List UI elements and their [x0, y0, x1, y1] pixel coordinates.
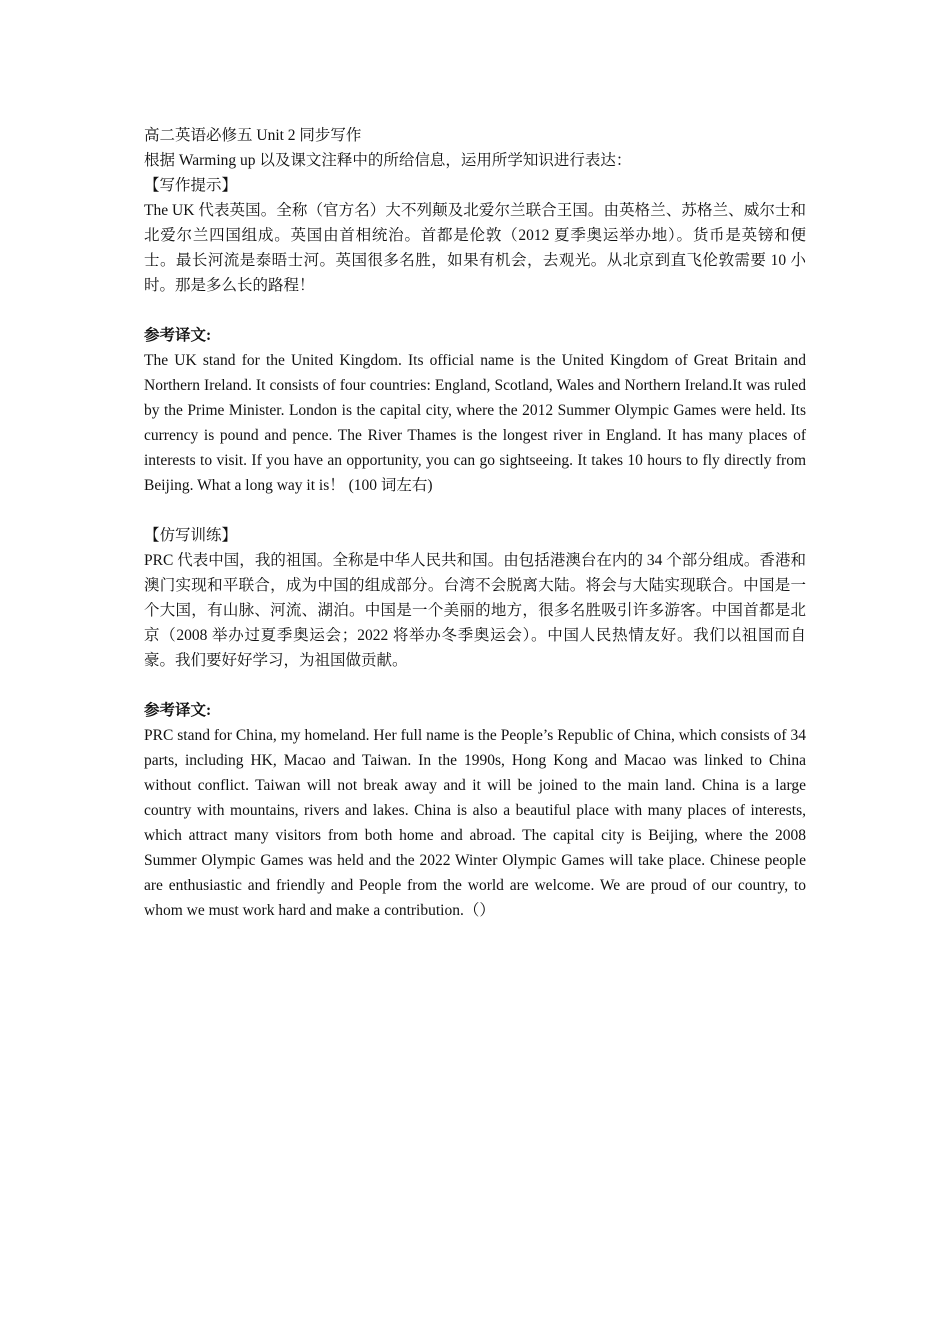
reference-translation-body-1: The UK stand for the United Kingdom. Its official name is the United Kingdom of Great Britain and Northern Ireland. It consists of four countries: England, Scotland, Wales and Northern Ireland.It was ruled by the Prime Minister. London is the capital city, where the 2012 Summer Olympic Games were held. Its currency is pound and pence. The River Thames is the longest river in England. It has many places of interests to visit. If you have an opportunity, you can go sightseeing. It takes 10 hours to fly directly from Beijing. What a long way it is！ (100 词左右) — [144, 352, 806, 494]
imitation-practice-heading: 【仿写训练】 — [144, 527, 238, 544]
reference-translation-heading-1: 参考译文: — [144, 327, 212, 344]
spacer — [144, 298, 806, 323]
writing-tips-heading: 【写作提示】 — [144, 177, 238, 194]
document-page — [144, 123, 806, 923]
reference-translation-heading-2: 参考译文: — [144, 702, 212, 719]
instruction-text: 根据 Warming up 以及课文注释中的所给信息，运用所学知识进行表达： — [144, 152, 632, 169]
writing-tips-body: The UK 代表英国。全称（官方名）大不列颠及北爱尔兰联合王国。由英格兰、苏格兰、威尔士和北爱尔兰四国组成。英国由首相统治。首都是伦敦（2012 夏季奥运举办地）。货币是英镑和便士。最长河流是泰晤士河。英国很多名胜，如果有机会，去观光。从北京到直飞伦敦需要 10 小时。那是多么长的路程！ — [144, 202, 806, 294]
imitation-practice-body: PRC 代表中国，我的祖国。全称是中华人民共和国。由包括港澳台在内的 34 个部分组成。香港和澳门实现和平联合，成为中国的组成部分。台湾不会脱离大陆。将会与大陆实现联合。中国是一个大国，有山脉、河流、湖泊。中国是一个美丽的地方，很多名胜吸引许多游客。中国首都是北京（2008 举办过夏季奥运会；2022 将举办冬季奥运会）。中国人民热情友好。我们以祖国而自豪。我们要好好学习，为祖国做贡献。 — [144, 552, 806, 669]
document-title: 高二英语必修五 Unit 2 同步写作 — [144, 127, 362, 144]
reference-translation-body-2: PRC stand for China, my homeland. Her full name is the People’s Republic of China, which consists of 34 parts, including HK, Macao and Taiwan. In the 1990s, Hong Kong and Macao was linked to China without conflict. Taiwan will not break away and it will be joined to the main land. China is a large country with mountains, rivers and lakes. China is also a beautiful place with many places of interests, which attract many visitors from both home and abroad. The capital city is Beijing, where the 2008 Summer Olympic Games was held and the 2022 Winter Olympic Games will take place. Chinese people are enthusiastic and friendly and People from the world are welcome. We are proud of our country, to whom we must work hard and make a contribution.（） — [144, 727, 806, 919]
spacer — [144, 498, 806, 523]
spacer — [144, 673, 806, 698]
